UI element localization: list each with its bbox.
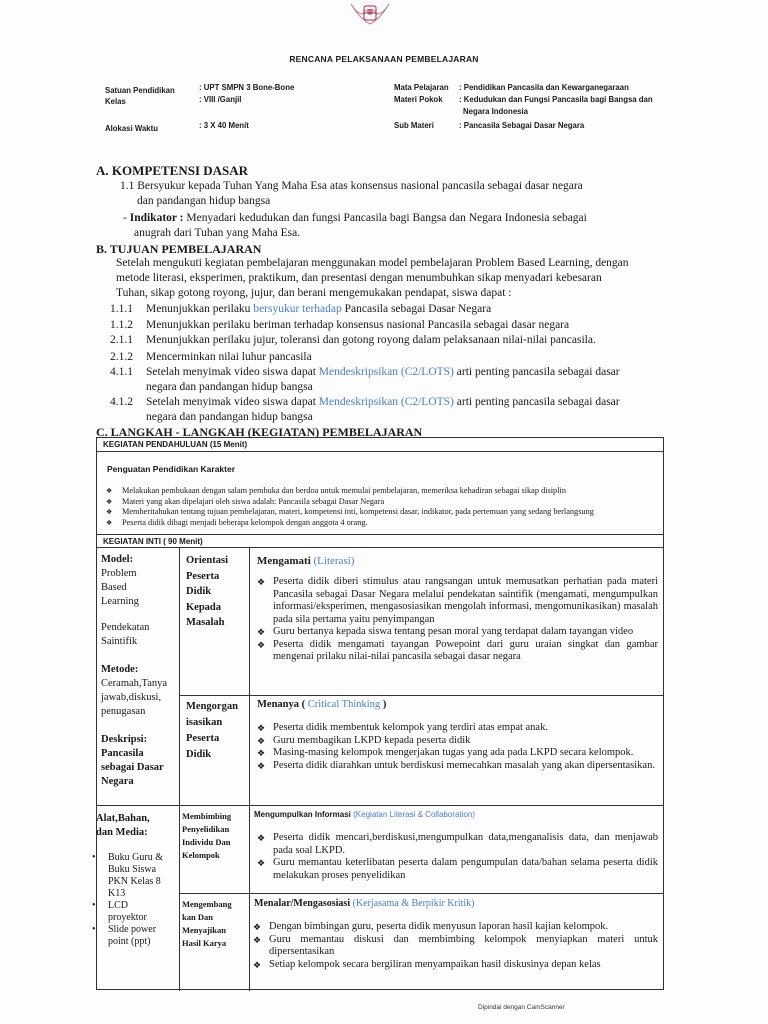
list-item: ❖ Guru membagikan LKPD kepada peserta didik [257,735,658,748]
activity-title-4 [254,897,475,911]
label-materi: Materi Pokok [394,95,443,104]
tujuan-item-cont: negara dan pandangan hidup bangsa [146,381,313,393]
indikator-line-1: - Indikator : Menyadari kedudukan dan fungsi Pancasila bagi Bangsa dan Negara Indonesia sebagai [123,212,587,224]
tujuan-num: 2.1.2 [110,351,133,363]
step-line: Penyelidikan [182,824,230,834]
activity-tag: (Literasi) [313,555,355,567]
alat-line: Buku Guru & [108,852,163,863]
activity-title-2 [257,698,386,712]
value-satuan: : UPT SMPN 3 Bone-Bone [199,83,295,92]
tujuan-intro-2: metode literasi, eksperimen, praktikum, dan presentasi dengan menumbuhkan sikap menyadari kebesaran [116,272,602,284]
list-item: ❖ Memberitahukan tentang tujuan pembelajaran, materi, kompetensi inti, kompetensi dasar, indikator, pada pertemuan yang sedang berlangsung [106,507,662,518]
metode-value: Ceramah,Tanya [101,678,168,689]
value-submateri: : Pancasila Sebagai Dasar Negara [459,121,585,130]
tujuan-num: 1.1.2 [110,319,133,331]
activity-tag: (Kegiatan Literasi & Collaboration) [353,810,475,819]
list-item: ❖ Melakukan pembukaan dengan salam pembuka dan berdoa untuk memulai pembelajaran, memeriksa kehadiran sebagai sikap disiplin [106,486,662,497]
activity-title-1 [257,554,354,568]
step-line: Peserta [186,570,220,582]
metode-label: Metode: [101,664,139,675]
pendahuluan-title: KEGIATAN PENDAHULUAN (15 Menit) [103,440,248,449]
activity-label: Menalar/Mengasosiasi [254,898,351,909]
tujuan-item [110,396,620,408]
activity-tag: Critical Thinking [307,699,381,710]
tujuan-item-cont: negara dan pandangan hidup bangsa [146,411,313,423]
tujuan-text: Menunjukkan perilaku jujur, toleransi dan gotong royong dalam pelaksanaan nilai-nilai pancasila. [146,334,596,346]
garuda-logo [347,0,393,28]
label-submateri: Sub Materi [394,121,434,130]
scanner-footer: Dipindai dengan CamScanner [478,1004,565,1011]
list-item: ❖ Peserta didik diarahkan untuk berdiskusi memecahkan masalah yang akan dipersentasikan. [257,760,658,773]
model-value: Problem [101,568,137,579]
step-line: Orientasi [186,555,228,566]
alat-line: point (ppt) [108,936,151,947]
tujuan-intro-1: Setelah mengukuti kegiatan pembelajaran menggunakan model pembelajaran Problem Based Learning, dengan [116,257,629,269]
list-item: • Buku Guru & Buku Siswa PKN Kelas 8 K13 [92,852,178,900]
ppk-title: Penguatan Pendidikan Karakter [107,464,236,474]
step-line: Didik [186,586,212,597]
phase-4-list [253,921,658,971]
value-materi: : Kedudukan dan Fungsi Pancasila bagi Bangsa dan [459,95,653,104]
tujuan-intro-3: Tuhan, sikap gotong royong, jujur, dan berani mengemukakan pendapat, siswa dapat : [116,287,512,299]
tujuan-text-end: arti penting pancasila sebagai dasar [453,366,620,378]
model-label: Model: [101,554,134,565]
alat-line: K13 [108,888,126,899]
step-line: Kelompok [182,850,220,860]
step-line: Kepada [186,601,222,613]
section-a-heading: A. KOMPETENSI DASAR [96,163,249,178]
activity-tag: (Kerjasama & Berpikir Kritik) [352,898,475,909]
section-c-heading: C. LANGKAH - LANGKAH (KEGIATAN) PEMBELAJARAN [96,425,423,439]
phase-2-list [257,722,658,772]
step-line: Mengorgan [186,701,238,712]
tujuan-text: Mencerminkan nilai luhur pancasila [146,351,312,363]
step-line: Masalah [186,617,225,628]
list-item: ❖ Setiap kelompok secara bergiliran menyampaikan hasil diskusinya depan kelas [253,959,658,972]
step-line: Menyajikan [182,925,226,935]
value-materi-cont: Negara Indonesia [463,107,528,116]
value-kelas: : VIII /Ganjil [199,95,242,104]
tujuan-highlight: Mendeskripsikan (C2/LOTS) [318,366,454,378]
step-line: Individu Dan [182,837,231,847]
list-item: ❖ Peserta didik membentuk kelompok yang terdiri atas empat anak. [257,722,658,735]
list-item: ❖ Peserta didik mengamati tayangan Powepoint dari guru uraian singkat dan gambar mengenai prilaku nilai-nilai pancasila sebagai dasar negara [257,639,658,664]
metode-value: penugasan [101,706,146,717]
value-mapel: : Pendidikan Pancasila dan Kewarganegaraan [459,83,629,92]
alat-line: Buku Siswa [108,864,157,875]
alat-list [92,852,178,948]
kd-line-1: 1.1 Bersyukur kepada Tuhan Yang Maha Esa atas konsensus nasional pancasila sebagai dasar negara [120,180,583,192]
tujuan-text: Menunjukkan perilaku beriman terhadap konsensus nasional Pancasila sebagai dasar negara [146,319,570,331]
phase-3-list [257,832,658,882]
list-item: ❖ Dengan bimbingan guru, peserta didik menyusun laporan hasil kajian kelompok. [253,921,658,934]
alat-label-line: dan Media: [96,827,148,838]
value-alokasi: : 3 X 40 Menit [199,121,249,130]
model-value: Based [101,582,127,593]
indikator-line-2: anugrah dari Tuhan yang Maha Esa. [134,227,301,239]
step-line: Membimbing [182,811,232,821]
tujuan-num: 1.1.1 [110,303,133,315]
tujuan-item [110,334,596,346]
kd-line-2: dan pandangan hidup bangsa [137,195,271,207]
indikator-label: Indikator : [129,212,184,224]
list-item: ❖ Peserta didik dibagi menjadi beberapa kelompok dengan anggota 4 orang. [106,518,662,529]
alat-line: PKN Kelas 8 [108,876,161,887]
list-item: ❖ Peserta didik diberi stimulus atau rangsangan untuk memusatkan perhatian pada materi Pancasila sebagai Dasar Negara melalui pendekatan saintifik (mengamati, mengumpulkan informasi/eksperimen, mengasosiasikan mengolah informasi, mengomunikasikan) masalah pada sila pertama yaitu penyimpangan [257,576,658,626]
list-item: ❖ Guru memantau diskusi dan membimbing kelompok menyiapkan materi untuk dipersentasikan [253,934,658,959]
step-line: isasikan [186,717,223,728]
deskripsi-value: Pancasila [101,748,144,759]
tujuan-item [110,351,312,363]
indikator-text: Menyadari kedudukan dan fungsi Pancasila bagi Bangsa dan Negara Indonesia sebagai [183,212,587,224]
tujuan-item [110,366,620,378]
inti-title: KEGIATAN INTI ( 90 Menit) [103,537,203,546]
list-item: • LCD proyektor [92,900,178,924]
tujuan-text-end: Pancasila sebagai Dasar Negara [341,303,492,315]
alat-label-line: Alat,Bahan, [96,813,150,824]
step-line: kan Dan [182,912,213,922]
list-item: ❖ Guru bertanya kepada siswa tentang pesan moral yang terdapat dalam tayangan video [257,626,658,639]
deskripsi-value: sebagai Dasar [101,762,164,773]
left-column [101,553,177,789]
pendahuluan-list [106,486,662,528]
phase-step-4 [182,898,252,950]
tujuan-highlight: Mendeskripsikan (C2/LOTS) [318,396,454,408]
phase-step-3 [182,810,252,862]
list-item: ❖ Peserta didik mencari,berdiskusi,mengumpulkan data,menganalisis data, dan menjawab pada soal LKPD. [257,832,658,857]
step-line: Peserta [186,733,220,744]
deskripsi-label: Deskripsi: [101,734,148,745]
list-item: ❖ Guru memantau keterlibatan peserta dalam pengumpulan data/bahan selama peserta didik melakukan proses penyelidikan [257,857,658,882]
label-kelas: Kelas [105,97,126,106]
activity-label: Mengamati [257,555,311,567]
phase-step-1 [186,553,248,631]
tujuan-num: 4.1.1 [110,366,133,378]
tujuan-text: Setelah menyimak video siswa dapat [146,366,319,378]
pendekatan-label: Pendekatan [101,622,150,633]
phase-step-2 [186,699,250,763]
deskripsi-value: Negara [101,776,134,787]
tujuan-text-end: arti penting pancasila sebagai dasar [453,396,620,408]
label-alokasi: Alokasi Waktu [105,124,159,133]
phase-1-list [257,576,658,664]
step-line: Mengembang [182,899,232,909]
tujuan-text: Setelah menyimak video siswa dapat [146,396,319,408]
list-item: ❖ Masing-masing kelompok mengerjakan tugas yang ada pada LKPD secara kelompok. [257,747,658,760]
step-line: Didik [186,749,212,760]
alat-line: Slide power [108,924,157,935]
pendekatan-value: Saintifik [101,636,138,647]
activity-title-3 [254,808,475,822]
section-b-heading: B. TUJUAN PEMBELAJARAN [96,242,262,256]
tujuan-num: 4.1.2 [110,396,133,408]
alat-label [96,812,176,840]
activity-end: ) [382,699,387,710]
model-value: Learning [101,596,139,607]
tujuan-text: Menunjukkan perilaku [146,303,254,315]
label-mapel: Mata Pelajaran [394,83,449,92]
alat-line: proyektor [108,912,147,923]
activity-label: Menanya ( [257,699,306,710]
list-item: • Slide power point (ppt) [92,924,178,948]
label-satuan: Satuan Pendidikan [105,86,175,95]
metode-value: jawab,diskusi, [101,692,162,703]
alat-line: LCD [108,900,128,911]
tujuan-num: 2.1.1 [110,334,133,346]
tujuan-item [110,319,569,331]
document-title: RENCANA PELAKSANAAN PEMBELAJARAN [289,54,479,64]
activity-label: Mengumpulkan Informasi [254,810,351,819]
tujuan-item [110,303,491,315]
tujuan-highlight: bersyukur terhadap [253,303,342,315]
step-line: Hasil Karya [182,938,227,948]
list-item: ❖ Materi yang akan dipelajari oleh siswa adalah: Pancasila sebagai Dasar Negara [106,497,662,508]
